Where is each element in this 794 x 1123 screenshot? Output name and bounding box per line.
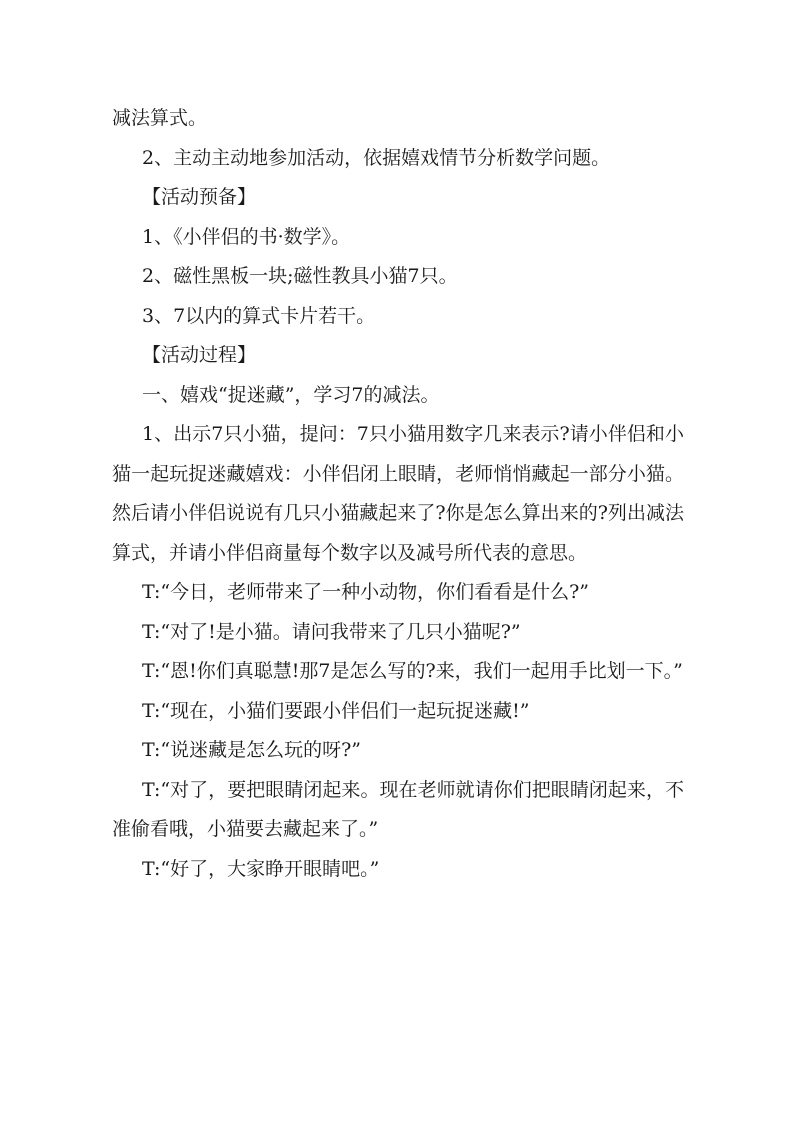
paragraph-prep-2: 2、磁性黑板一块;磁性教具小猫7只。 xyxy=(142,265,458,287)
dialogue-line: T:“今日，老师带来了一种小动物，你们看看是什么?” xyxy=(142,581,590,603)
dialogue-line: T:“恩!你们真聪慧!那7是怎么写的?来，我们一起用手比划一下。” xyxy=(142,660,683,682)
paragraph-step-1-detail: 1、出示7只小猫，提问：7只小猫用数字几来表示?请小伴侣和小猫一起玩捉迷藏嬉戏：小伴侣闭上眼睛，老师悄悄藏起一部分小猫。然后请小伴侣说说有几只小猫藏起来了?你是怎么算出来的?列出减法算式，并请小伴侣商量每个数字以及减号所代表的意思。 xyxy=(112,423,684,564)
paragraph-prep-3: 3、7以内的算式卡片若干。 xyxy=(142,304,376,327)
dialogue-line: T:“说迷藏是怎么玩的呀?” xyxy=(142,739,362,761)
section-heading-preparation: 【活动预备】 xyxy=(142,186,257,208)
paragraph-prep-1: 1、《小伴侣的书·数学》。 xyxy=(142,225,351,248)
paragraph-step-one: 一、嬉戏“捉迷藏”，学习7的减法。 xyxy=(142,383,440,406)
paragraph-continuation: 减法算式。 xyxy=(112,107,208,129)
document-body xyxy=(112,99,684,889)
dialogue-line: T:“好了，大家睁开眼睛吧。” xyxy=(142,857,380,880)
dialogue-line: T:“对了，要把眼睛闭起来。现在老师就请你们把眼睛闭起来，不准偷看哦，小猫要去藏起来了。” xyxy=(112,778,684,840)
dialogue-line: T:“对了!是小猫。请问我带来了几只小猫呢?” xyxy=(142,620,521,643)
dialogue-line: T:“现在，小猫们要跟小伴侣们一起玩捉迷藏!” xyxy=(142,699,530,722)
paragraph-goal-2: 2、主动主动地参加活动，依据嬉戏情节分析数学问题。 xyxy=(142,146,611,169)
section-heading-process: 【活动过程】 xyxy=(142,344,257,366)
